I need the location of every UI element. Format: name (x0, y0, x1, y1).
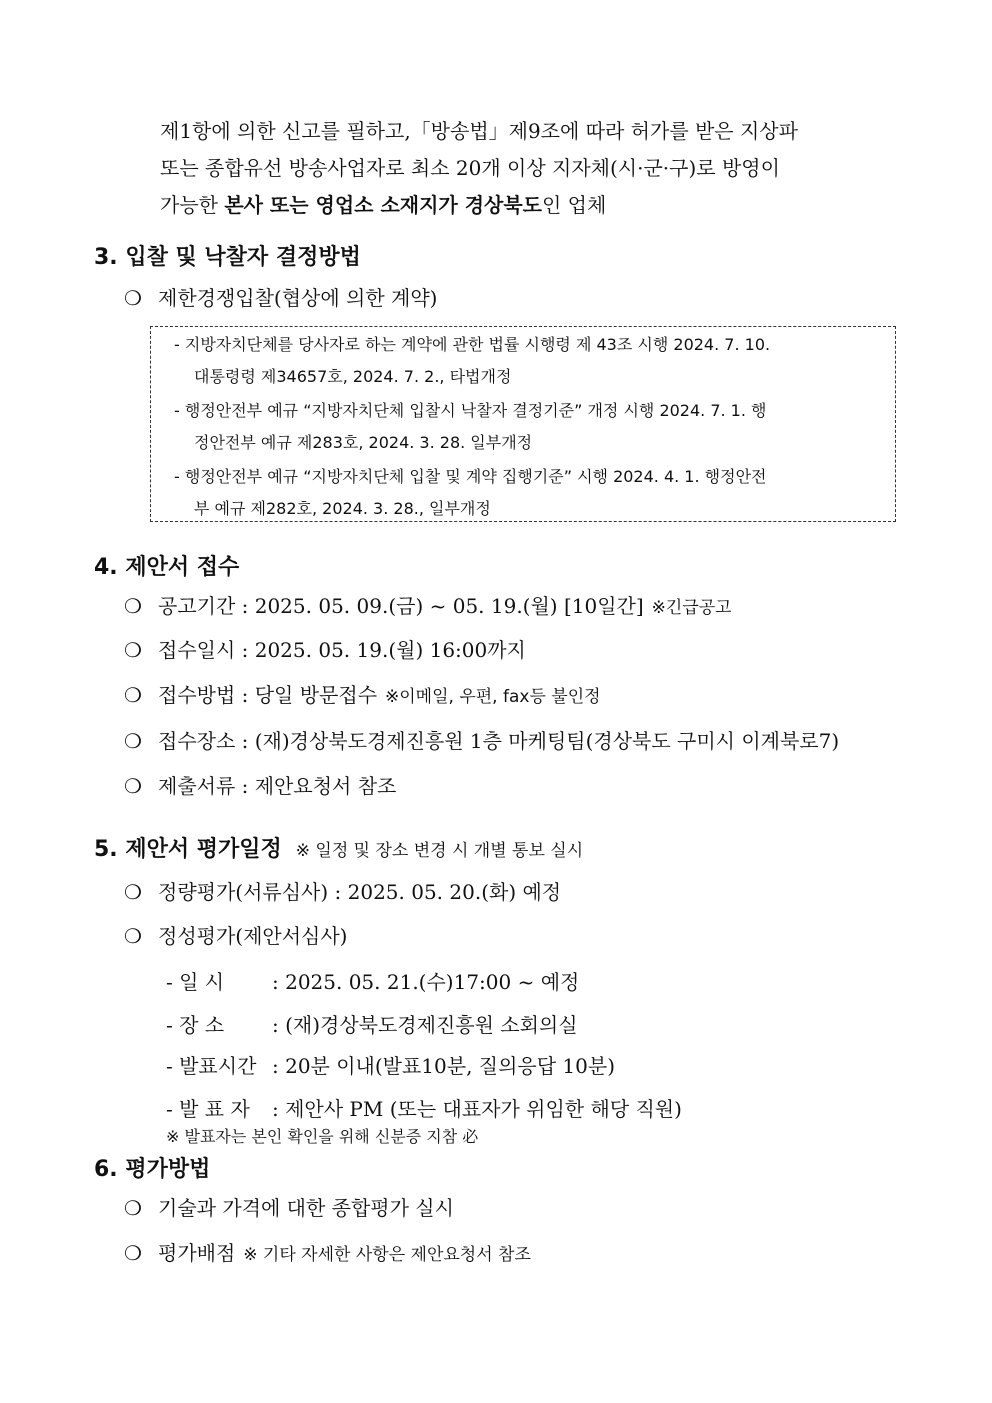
intro-line-3-post: 인 업체 (541, 193, 607, 217)
schedule-value: : 제안사 PM (또는 대표자가 위임한 해당 직원) (272, 1097, 682, 1121)
section-6-heading: 6. 평가방법 (94, 1157, 211, 1182)
bullet-icon: ❍ (124, 1241, 142, 1265)
item-text: 기술과 가격에 대한 종합평가 실시 (158, 1196, 454, 1220)
bullet-icon: ❍ (124, 638, 142, 662)
section-3-heading: 3. 입찰 및 낙찰자 결정방법 (94, 245, 361, 270)
presenter-remark: ※ 발표자는 본인 확인을 위해 신분증 지참 必 (166, 1127, 479, 1146)
schedule-duration (166, 1050, 615, 1079)
intro-line-2: 또는 종합유선 방송사업자로 최소 20개 이상 지자체(시·군·구)로 방영이 (160, 156, 780, 180)
law-line-3: - 행정안전부 예규 “지방자치단체 입찰시 낙찰자 결정기준” 개정 시행 2024. 7. 1. 행 (174, 401, 767, 420)
section-4-item (124, 725, 839, 754)
section-4-item (124, 590, 732, 619)
section-4-heading: 4. 제안서 접수 (94, 555, 240, 580)
section-5-heading (94, 832, 583, 863)
section-5-title: 5. 제안서 평가일정 (94, 837, 282, 862)
schedule-label: - 발표시간 (166, 1054, 257, 1078)
item-text: 제출서류 : 제안요청서 참조 (158, 774, 397, 798)
item-note: ※긴급공고 (651, 598, 732, 618)
item-text: 정성평가(제안서심사) (158, 924, 348, 948)
schedule-value: : 20분 이내(발표10분, 질의응답 10분) (272, 1054, 615, 1078)
law-line-5: - 행정안전부 예규 “지방자치단체 입찰 및 계약 집행기준” 시행 2024. 4. 1. 행정안전 (174, 467, 767, 486)
bullet-text: 제한경쟁입찰(협상에 의한 계약) (158, 286, 438, 310)
law-reference-box (150, 326, 896, 522)
section-6-item (124, 1237, 531, 1266)
schedule-label: - 장 소 (166, 1013, 225, 1037)
item-text: 접수장소 : (재)경상북도경제진흥원 1층 마케팅팀(경상북도 구미시 이계북로7) (158, 729, 840, 753)
item-text: 접수방법 : 당일 방문접수 (158, 683, 378, 707)
schedule-presenter (166, 1093, 682, 1122)
bullet-icon: ❍ (124, 924, 142, 948)
bullet-icon: ❍ (124, 774, 142, 798)
intro-emphasis: 본사 또는 영업소 소재지가 경상북도 (224, 193, 542, 217)
section-4-item (124, 634, 526, 663)
schedule-value: : 2025. 05. 21.(수)17:00 ~ 예정 (272, 970, 580, 994)
section-5-item (124, 920, 348, 949)
item-note: ※ 기타 자세한 사항은 제안요청서 참조 (243, 1245, 531, 1265)
intro-line-3-pre: 가능한 (160, 193, 225, 217)
bullet-icon: ❍ (124, 286, 142, 310)
schedule-value: : (재)경상북도경제진흥원 소회의실 (272, 1013, 578, 1037)
law-line-1: - 지방자치단체를 당사자로 하는 계약에 관한 법률 시행령 제 43조 시행 2024. 7. 10. (174, 335, 771, 354)
item-text: 공고기간 : 2025. 05. 09.(금) ~ 05. 19.(월) [10일간] (158, 594, 644, 618)
section-4-item (124, 770, 396, 799)
law-line-6: 부 예규 제282호, 2024. 3. 28., 일부개정 (194, 499, 491, 518)
bullet-icon: ❍ (124, 880, 142, 904)
section-4-item (124, 679, 601, 708)
section-5-note: ※ 일정 및 장소 변경 시 개별 통보 실시 (295, 841, 584, 861)
section-3-bullet (124, 282, 437, 311)
bullet-icon: ❍ (124, 729, 142, 753)
section-6-item (124, 1192, 454, 1221)
intro-line-3 (160, 187, 882, 224)
item-text: 접수일시 : 2025. 05. 19.(월) 16:00까지 (158, 638, 526, 662)
item-text: 평가배점 (158, 1241, 236, 1265)
law-line-2: 대통령령 제34657호, 2024. 7. 2., 타법개정 (194, 367, 512, 386)
bullet-icon: ❍ (124, 1196, 142, 1220)
section-5-item (124, 876, 561, 905)
bullet-icon: ❍ (124, 594, 142, 618)
item-text: 정량평가(서류심사) : 2025. 05. 20.(화) 예정 (158, 880, 562, 904)
law-line-4: 정안전부 예규 제283호, 2024. 3. 28. 일부개정 (194, 433, 533, 452)
schedule-label: - 일 시 (166, 970, 225, 994)
intro-paragraph (160, 113, 882, 224)
schedule-place (166, 1009, 578, 1038)
schedule-label: - 발 표 자 (166, 1097, 250, 1121)
item-note: ※이메일, 우편, fax등 불인정 (385, 687, 601, 707)
intro-line-1: 제1항에 의한 신고를 필하고,「방송법」제9조에 따라 허가를 받은 지상파 (160, 119, 798, 143)
bullet-icon: ❍ (124, 683, 142, 707)
schedule-date (166, 966, 579, 995)
